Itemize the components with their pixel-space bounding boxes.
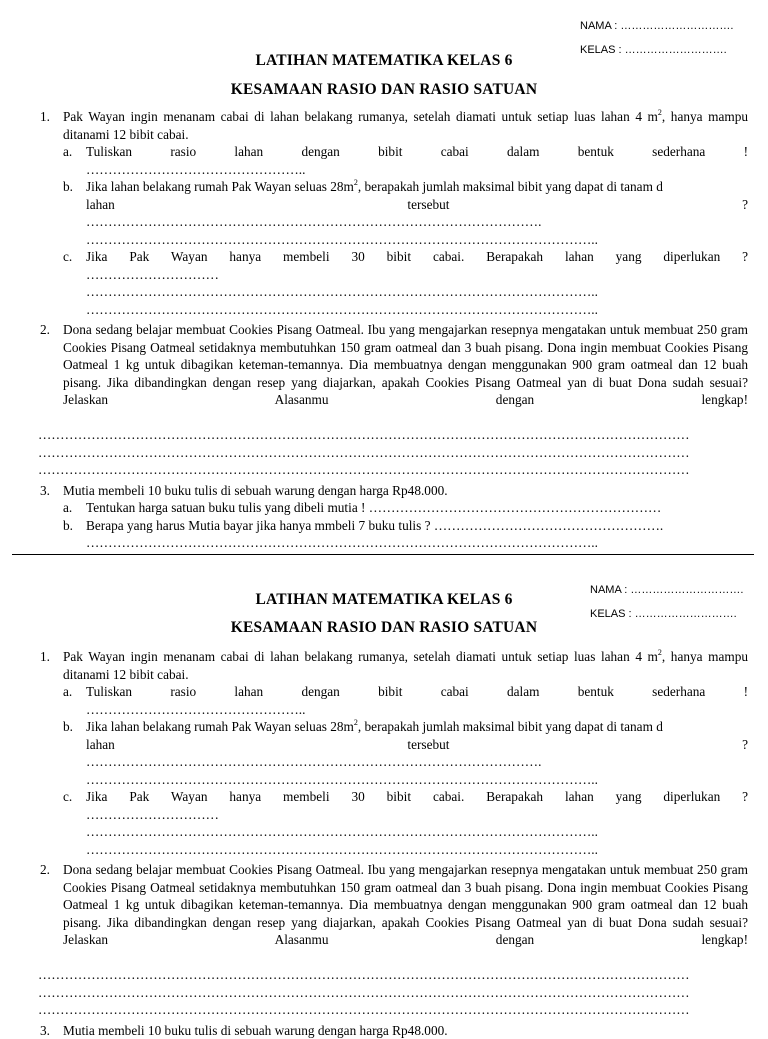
sub-letter: b. xyxy=(63,718,73,736)
answer-line[interactable]: …………………………………………………………………………………………………….. xyxy=(86,231,746,249)
answer-line[interactable]: ………………………… xyxy=(86,266,256,284)
answer-line[interactable]: …………………………………………………………………………………………………….. xyxy=(86,823,746,841)
worksheet-subtitle: KESAMAAN RASIO DAN RASIO SATUAN xyxy=(0,619,768,637)
sub-question-b xyxy=(63,718,748,788)
question-text: Dona sedang belajar membuat Cookies Pisang Oatmeal. Ibu yang mengajarkan resepnya mengatakan untuk membuat 250 gram Cookies Pisang Oatmeal setidaknya membutuhkan 150 gram oatmeal dan 3 buah pisang. Dona ingin membuat Cookies Pisang Oatmeal 1 kg untuk dibagikan keteman-temannya. Dia membuatnya dengan menggunakan 900 gram oatmeal dan 12 buah pisang. Jika dibandingkan dengan resep yang diajarkan, apakah Cookies Pisang Oatmeal yan di buat Dona sudah sesuai? Jelaskan Alasanmu dengan lengkap! xyxy=(63,321,748,426)
sub-question-a xyxy=(63,683,748,718)
question-text: Dona sedang belajar membuat Cookies Pisang Oatmeal. Ibu yang mengajarkan resepnya mengatakan untuk membuat 250 gram Cookies Pisang Oatmeal setidaknya membutuhkan 150 gram oatmeal dan 3 buah pisang. Dona ingin membuat Cookies Pisang Oatmeal 1 kg untuk dibagikan keteman-temannya. Dia membuatnya dengan menggunakan 900 gram oatmeal dan 12 buah pisang. Jika dibandingkan dengan resep yang diajarkan, apakah Cookies Pisang Oatmeal yan di buat Dona sudah sesuai? Jelaskan Alasanmu dengan lengkap! xyxy=(63,861,748,966)
sub-question-text: Tuliskan rasio lahan dengan bibit cabai dalam bentuk sederhana ! xyxy=(86,143,748,161)
question-3 xyxy=(38,1022,748,1039)
answer-line[interactable]: ………………………………………………………………………………………………………………………………… xyxy=(38,444,698,462)
question-text: Mutia membeli 10 buku tulis di sebuah warung dengan harga Rp48.000. xyxy=(63,1022,748,1039)
question-1 xyxy=(38,648,748,858)
sub-question-text: Tentukan harga satuan buku tulis yang dibeli mutia ! ………………………………………………………… xyxy=(86,499,748,517)
question-number: 1. xyxy=(40,648,50,666)
sub-letter: b. xyxy=(63,517,73,535)
sub-question-text: Jika lahan belakang rumah Pak Wayan seluas $28m^2$, berapakah jumlah maksimal bibit yang dapat di tanam d xyxy=(86,718,748,736)
worksheet-subtitle: KESAMAAN RASIO DAN RASIO SATUAN xyxy=(0,81,768,99)
question-number: 2. xyxy=(40,321,50,339)
sub-question-c xyxy=(63,248,748,318)
answer-line[interactable]: …………………………………………………………………………………………………….. xyxy=(86,301,746,319)
sub-question-text-cont: lahan tersebut ? xyxy=(86,196,748,214)
cut-line xyxy=(12,554,754,555)
answer-line[interactable]: ………………………………………………………………………………………………………………………………… xyxy=(38,426,698,444)
answer-line[interactable]: …………………………………………………………………………………………. xyxy=(86,213,646,231)
answer-line[interactable]: …………………………………………………………………………………………. xyxy=(86,753,646,771)
sub-question-text: Berapa yang harus Mutia bayar jika hanya mmbeli 7 buku tulis ? ……………………………………………. xyxy=(86,517,748,535)
question-2 xyxy=(38,321,748,426)
sub-question-text: Jika Pak Wayan hanya membeli 30 bibit cabai. Berapakah lahan yang diperlukan ? xyxy=(86,788,748,806)
question-text: Pak Wayan ingin menanam cabai di lahan belakang rumanya, setelah diamati untuk setiap luas lahan 4 $m^2$, hanya mampu ditanami 12 bibit cabai. xyxy=(63,648,748,683)
question-number: 3. xyxy=(40,482,50,500)
class-field: KELAS : ………………………. xyxy=(580,38,733,62)
name-field: NAMA : …………………………. xyxy=(580,14,733,38)
sub-letter: b. xyxy=(63,178,73,196)
question-number: 2. xyxy=(40,861,50,879)
answer-line[interactable]: …………………………………………………………………………………………………….. xyxy=(86,841,746,859)
sub-letter: a. xyxy=(63,143,72,161)
sub-question-c xyxy=(63,788,748,858)
answer-line[interactable]: …………………………………………………………………………………………………….. xyxy=(86,283,746,301)
sub-question-text-cont: lahan tersebut ? xyxy=(86,736,748,754)
question-3 xyxy=(38,482,748,552)
question-2 xyxy=(38,861,748,966)
answer-line[interactable]: ………………………………………………………………………………………………………………………………… xyxy=(38,966,698,984)
question-list xyxy=(38,648,748,1039)
sub-question-b xyxy=(63,178,748,248)
question-number: 3. xyxy=(40,1022,50,1039)
answer-line[interactable]: ………………………………………………………………………………………………………………………………… xyxy=(38,461,698,479)
worksheet-copy-2 xyxy=(0,560,768,1024)
answer-line[interactable]: ………………………………………………………………………………………………………………………………… xyxy=(38,984,698,1002)
question-1 xyxy=(38,108,748,318)
sub-question-b xyxy=(63,517,748,552)
answer-line[interactable]: ………………………… xyxy=(86,806,256,824)
name-field: NAMA : …………………………. xyxy=(590,578,743,602)
class-field: KELAS : ………………………. xyxy=(590,602,743,626)
sub-letter: a. xyxy=(63,499,72,517)
answer-line[interactable]: ………………………………………….. xyxy=(86,161,351,179)
sub-letter: c. xyxy=(63,788,72,806)
sub-question-a xyxy=(63,499,748,517)
question-number: 1. xyxy=(40,108,50,126)
answer-line[interactable]: ………………………………………………………………………………………………………………………………… xyxy=(38,1001,698,1019)
sub-question-a xyxy=(63,143,748,178)
worksheet-title: LATIHAN MATEMATIKA KELAS 6 xyxy=(0,591,768,609)
question-list xyxy=(38,108,748,552)
answer-line[interactable]: …………………………………………………………………………………………………….. xyxy=(86,771,746,789)
answer-line[interactable]: ………………………………………….. xyxy=(86,701,351,719)
sub-letter: c. xyxy=(63,248,72,266)
question-text: Pak Wayan ingin menanam cabai di lahan belakang rumanya, setelah diamati untuk setiap luas lahan 4 $m^2$, hanya mampu ditanami 12 bibit cabai. xyxy=(63,108,748,143)
question-text: Mutia membeli 10 buku tulis di sebuah warung dengan harga Rp48.000. xyxy=(63,482,748,500)
sub-question-text: Jika lahan belakang rumah Pak Wayan seluas $28m^2$, berapakah jumlah maksimal bibit yang dapat di tanam d xyxy=(86,178,748,196)
sub-question-text: Tuliskan rasio lahan dengan bibit cabai dalam bentuk sederhana ! xyxy=(86,683,748,701)
answer-line[interactable]: …………………………………………………………………………………………………….. xyxy=(86,534,746,552)
sub-letter: a. xyxy=(63,683,72,701)
sub-question-text: Jika Pak Wayan hanya membeli 30 bibit cabai. Berapakah lahan yang diperlukan ? xyxy=(86,248,748,266)
worksheet-title: LATIHAN MATEMATIKA KELAS 6 xyxy=(0,52,768,70)
